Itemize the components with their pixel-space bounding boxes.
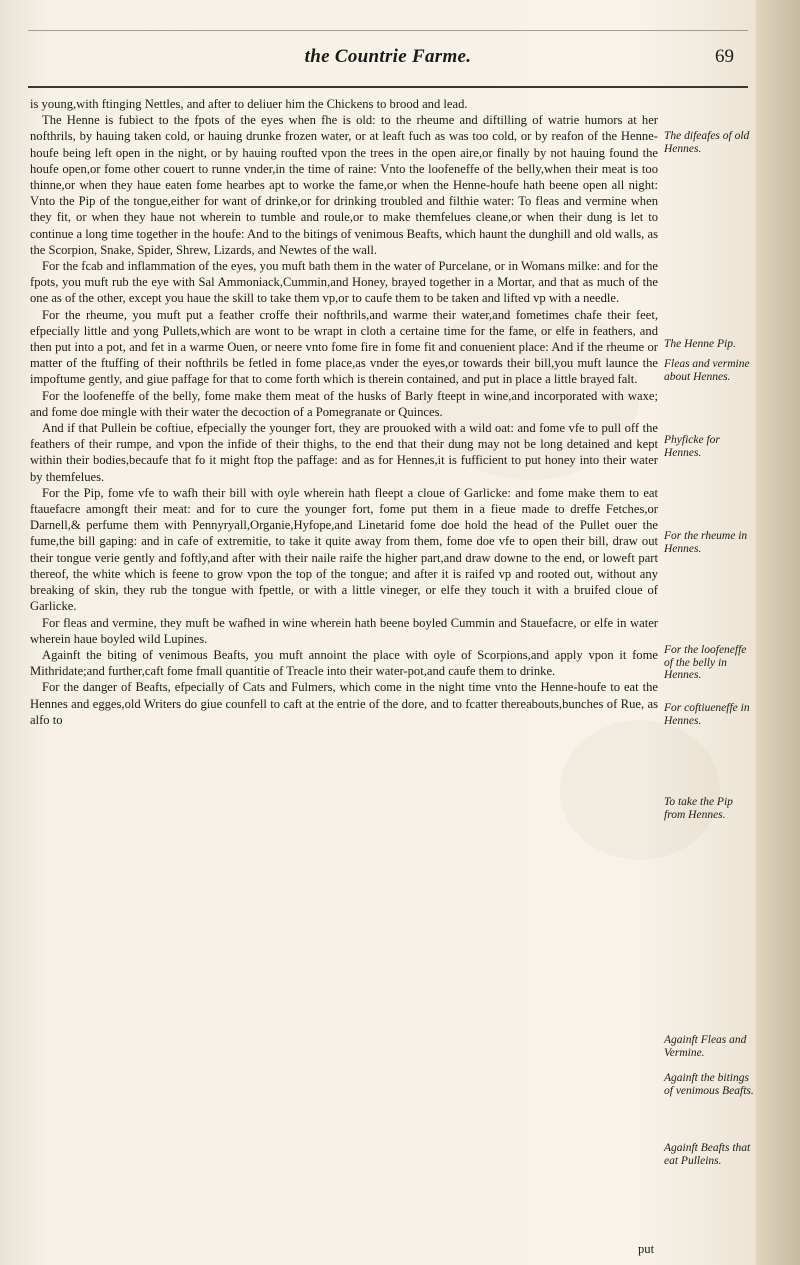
margin-note: Phyficke for Hennes.: [664, 434, 720, 459]
margin-note: Fleas and vermine about Hennes.: [664, 358, 750, 383]
body-text: [30, 96, 658, 728]
header-rule: [28, 86, 748, 88]
page-gutter-shadow: [756, 0, 800, 1265]
top-rule: [28, 30, 748, 31]
paragraph: For the Pip, fome vfe to wafh their bill with oyle wherein hath fleept a cloue of Garlicke: and fome make them to eat ftauefacre amongft their meat: and for to cure the younger fort, fome put them in a fieue made to dreffe Fetches,or Darnell,& perfume them with Pennyryall,Organie,Hyfope,and Linetarid fome doe hold the head of the Pullet ouer the fume,the bill gaping: and in cafe of extremitie, to take it quite away from them, fome doe vfe to open their bill, draw out their tongue verie gently and foftly,and after with their naile raife the higher part,and draw downe to the end, or loweft part thereof, the white which is feene to grow vpon the top of the tongue; and after it is raifed vp and rooted out, without any breaking of skin, they rub the tongue with fpettle, or with a little vineger, or elfe they touch it with a bruifed cloue of Garlicke.: [30, 485, 658, 614]
margin-note: For the loofeneffe of the belly in Hennes.: [664, 644, 747, 682]
catchword: put: [638, 1242, 655, 1256]
paragraph: Againft the biting of venimous Beafts, you muft annoint the place with oyle of Scorpions,and apply vpon it fome Mithridate;and further,caft fome fmall quantitie of Treacle into their water-pot,and caufe them to drinke.: [30, 647, 658, 679]
margin-note: For the rheume in Hennes.: [664, 530, 748, 555]
paragraph: For the loofeneffe of the belly, fome make them meat of the husks of Barly fteept in wine,and incorporated with waxe; and fome doe mingle with their water the decoction of a Pomegranate or Quinces.: [30, 388, 658, 419]
margin-note: Againft Fleas and Vermine.: [664, 1034, 747, 1059]
paragraph: For the danger of Beafts, efpecially of Cats and Fulmers, which come in the night time vnto the Henne-houfe to eat the Hennes and egges,old Writers do giue counfell to caft at the entrie of the dore, and to fcatter thereabouts,bunches of Rue, as alfo to: [30, 680, 658, 727]
paper-stain: [560, 720, 720, 860]
margin-note: Againft the bitings of venimous Beafts.: [664, 1072, 754, 1097]
margin-note: For coftiueneffe in Hennes.: [664, 702, 750, 727]
paragraph: For the fcab and inflammation of the eyes, you muft bath them in the water of Purcelane, or in Womans milke: and for the fpots, you muft rub the eye with Sal Ammoniack,Cummin,and Honey, brayed together in a Mortar, and that as much of the one as of the other, except you haue the skill to take them vp,or to caufe them to be taken and lifted vp with a needle.: [30, 259, 658, 306]
page-number: 69: [715, 46, 734, 67]
margin-note: The difeafes of old Hennes.: [664, 130, 750, 155]
margin-note: The Henne Pip.: [664, 338, 736, 350]
running-title: the Countrie Farme.: [304, 46, 472, 67]
margin-note: Againft Beafts that eat Pulleins.: [664, 1142, 751, 1167]
paragraph: For the rheume, you muft put a feather croffe their nofthrils,and warme their water,and fometimes chafe their feet, efpecially little and yong Pullets,which are wont to be wrapt in cloth a certaine time for the fame, or elfe in feathers, and then put into a pot, and fet in a warme Ouen, or neere vnto fome fire in fome fit and conuenient place: And if the rheume or matter of the ftuffing of their nofthrils be fetled in fome place,as vnder the eyes,or towards their bill,you muft launce the impoftume gently, and giue paffage for that to come forth which is therein contained, and put in place a little brayed falt.: [30, 307, 658, 387]
margin-note: To take the Pip from Hennes.: [664, 796, 733, 821]
page-header: [28, 38, 748, 78]
paragraph: is young,with ftinging Nettles, and after to deliuer him the Chickens to brood and lead.: [30, 97, 468, 111]
paragraph: And if that Pullein be coftiue, efpecially the younger fort, they are prouoked with a wild oat: and fome vfe to pull off the feathers of their rumpe, and vpon the infide of their thighs, to the end that their dung may not be long detained and kept within their bodies,becaufe that fo it might ftop the paffage: and as for Hennes,it is fufficient to put honey into their water by themfelues.: [30, 421, 658, 484]
paragraph: The Henne is fubiect to the fpots of the eyes when fhe is old: to the rheume and diftilling of watrie humors at her nofthrils, by hauing taken cold, or hauing drunke frozen water, or at leaft fuch as was too cold, or by reafon of the Henne-houfe being left open in the night, or by hauing roufted vpon the trees in the open aire,or finally by not hauing found the houfe open,or fome other couert to runne vnder,in the time of raine: Vnto the loofeneffe of the belly,when their meat is too thinne,or when they haue eaten fome hearbes apt to worke the fame,or when the Henne-houfe hath beene open all night: Vnto the Pip of the tongue,either for want of drinke,or for drinking troubled and filthie water: To fleas and vermine when they fit, or when they haue not wherein to tumble and roule,or to make themfelues cleane,or when their dung is let to continue a long time together in the houfe: And to the bitings of venimous Beafts, which haunt the dunghill and old walls, as the Scorpion, Snake, Spider, Shrew, Lizards, and Newtes of the wall.: [30, 113, 658, 257]
paragraph: For fleas and vermine, they muft be wafhed in wine wherein hath beene boyled Cummin and Stauefacre, or elfe in water wherein haue boyled wild Lupines.: [30, 615, 658, 646]
